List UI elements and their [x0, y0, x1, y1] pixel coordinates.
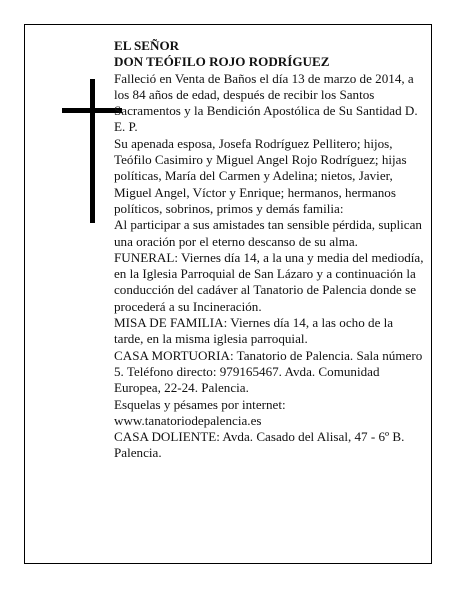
prayer-request: Al participar a sus amistades tan sensible pérdida, suplican una oración por el eterno descanso de su alma.: [114, 217, 422, 249]
cross-icon-vertical-bar: [90, 79, 95, 223]
deceased-name: DON TEÓFILO ROJO RODRÍGUEZ: [114, 54, 330, 70]
death-announcement: Falleció en Venta de Baños el día 13 de marzo de 2014, a los 84 años de edad, después de recibir los Santos Sacramentos y la Bendición Apostólica de Su Santidad D. E. P.: [114, 70, 418, 135]
mortuary-info: CASA MORTUORIA: Tanatorio de Palencia. Sala número 5. Teléfono directo: 979165467. Avda. Comunidad Europea, 22-24. Palencia.: [114, 347, 423, 396]
family-mass-info: MISA DE FAMILIA: Viernes día 14, a las ocho de la tarde, en la misma iglesia parroquial.: [114, 315, 394, 347]
internet-condolences: Esquelas y pésames por internet: www.tanatoriodepalencia.es: [114, 396, 286, 428]
funeral-info: FUNERAL: Viernes día 14, a la una y media del mediodía, en la Iglesia Parroquial de San Lázaro y a continuación la conducción del cadáver al Tanatorio de Palencia donde se procederá a su Incineración.: [114, 249, 424, 314]
family-list: Su apenada esposa, Josefa Rodríguez Pellitero; hijos, Teófilo Casimiro y Miguel Angel Rojo Rodríguez; hijas políticas, María del Carmen y Adelina; nietos, Javier, Miguel Angel, Víctor y Enrique; hermanos, hermanos políticos, sobrinos, primos y demás familia:: [114, 135, 407, 216]
family-home-address: CASA DOLIENTE: Avda. Casado del Alisal, 47 - 6º B. Palencia.: [114, 429, 405, 461]
cross-icon-horizontal-bar: [62, 108, 122, 113]
obituary-text: [114, 38, 424, 462]
title-line-1: EL SEÑOR: [114, 38, 180, 53]
